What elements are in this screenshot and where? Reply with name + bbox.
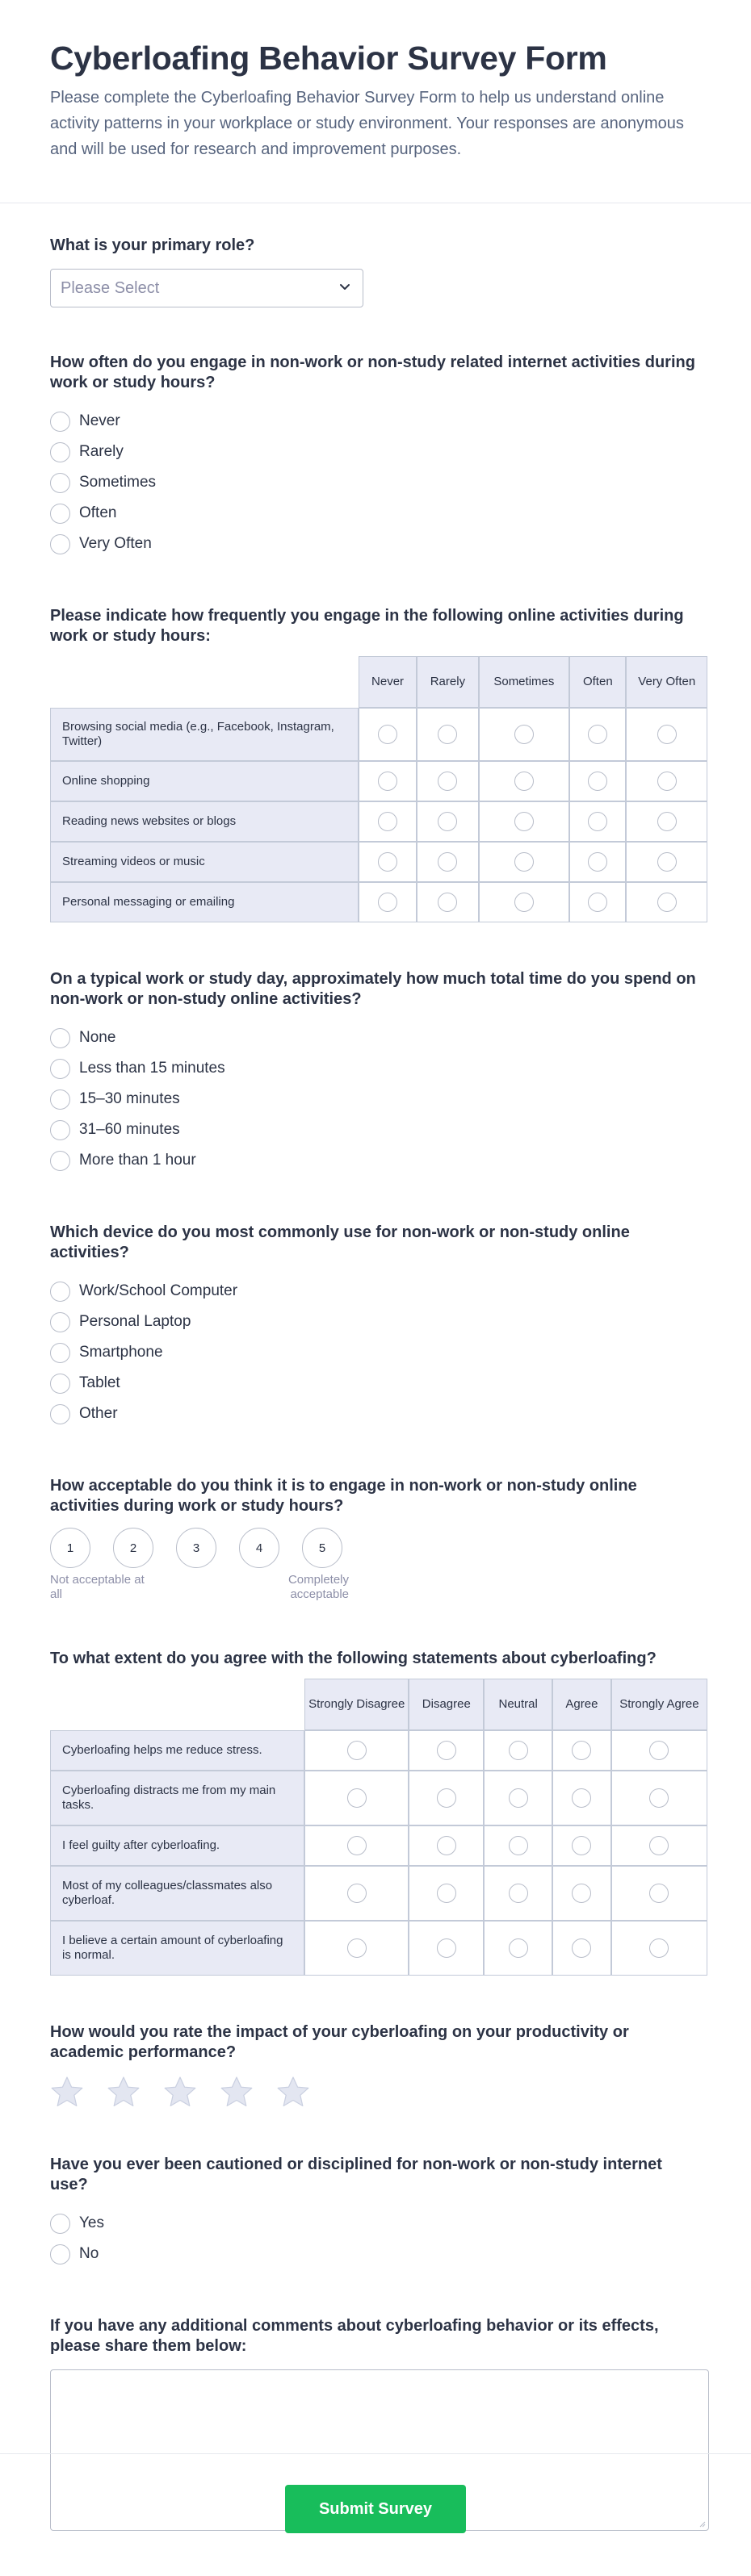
radio-button[interactable]	[50, 1059, 70, 1079]
question-device	[50, 1223, 701, 1429]
matrix-cell[interactable]	[552, 1730, 611, 1771]
matrix-row	[50, 882, 707, 922]
matrix-cell[interactable]	[611, 1866, 707, 1921]
radio-option-label: Work/School Computer	[79, 1282, 238, 1300]
radio-option-label: Often	[79, 504, 117, 522]
radio-button[interactable]	[50, 1282, 70, 1302]
radio-button[interactable]	[509, 1741, 528, 1760]
matrix-column-header: Disagree	[409, 1679, 484, 1730]
radio-button[interactable]	[50, 473, 70, 493]
radio-group	[50, 406, 701, 559]
radio-option[interactable]	[50, 1368, 701, 1399]
matrix-cell[interactable]	[479, 708, 570, 761]
activity-frequency-matrix	[50, 656, 707, 922]
question-label: Which device do you most commonly use for non-work or non-study online activities?	[50, 1223, 630, 1262]
radio-option-label: Yes	[79, 2214, 104, 2232]
matrix-row-label: Cyberloafing distracts me from my main tasks.	[50, 1771, 304, 1825]
matrix-column-header: Sometimes	[479, 656, 570, 708]
star-icon[interactable]	[107, 2076, 141, 2108]
radio-button[interactable]	[588, 772, 607, 791]
radio-group	[50, 2208, 701, 2269]
radio-button[interactable]	[657, 725, 677, 744]
matrix-cell[interactable]	[569, 801, 626, 842]
matrix-cell[interactable]	[626, 708, 707, 761]
matrix-cell[interactable]	[484, 1730, 552, 1771]
radio-option[interactable]	[50, 498, 701, 529]
matrix-cell[interactable]	[484, 1866, 552, 1921]
scale-labels	[50, 1573, 349, 1602]
radio-button[interactable]	[50, 2244, 70, 2264]
scale-option[interactable]: 2	[113, 1528, 153, 1568]
matrix-column-header: Neutral	[484, 1679, 552, 1730]
primary-role-dropdown[interactable]	[50, 269, 363, 307]
radio-button[interactable]	[378, 725, 397, 744]
radio-button[interactable]	[588, 812, 607, 831]
matrix-cell[interactable]	[626, 761, 707, 801]
matrix-row-label: I feel guilty after cyberloafing.	[50, 1825, 304, 1866]
radio-option-label: Rarely	[79, 443, 124, 461]
radio-button[interactable]	[347, 1836, 367, 1855]
scale-rating	[50, 1528, 701, 1568]
radio-button[interactable]	[438, 893, 457, 912]
radio-option[interactable]	[50, 1276, 701, 1307]
radio-button[interactable]	[657, 852, 677, 872]
radio-option-label: Tablet	[79, 1374, 120, 1392]
matrix-cell[interactable]	[409, 1825, 484, 1866]
radio-option[interactable]	[50, 437, 701, 467]
radio-button[interactable]	[347, 1741, 367, 1760]
radio-button[interactable]	[378, 812, 397, 831]
matrix-cell[interactable]	[409, 1866, 484, 1921]
radio-button[interactable]	[438, 812, 457, 831]
question-label: How would you rate the impact of your cyberloafing on your productivity or academic performance?	[50, 2023, 629, 2062]
radio-button[interactable]	[649, 1938, 669, 1958]
radio-button[interactable]	[437, 1788, 456, 1808]
radio-button[interactable]	[649, 1741, 669, 1760]
radio-button[interactable]	[514, 852, 534, 872]
radio-button[interactable]	[514, 772, 534, 791]
radio-option-label: Other	[79, 1405, 118, 1423]
radio-button[interactable]	[378, 893, 397, 912]
survey-form	[0, 203, 751, 2531]
matrix-cell[interactable]	[552, 1921, 611, 1976]
matrix-cell[interactable]	[409, 1921, 484, 1976]
question-productivity-rating	[50, 2022, 701, 2108]
radio-option[interactable]	[50, 1337, 701, 1368]
matrix-corner	[50, 1679, 304, 1730]
form-description: Please complete the Cyberloafing Behavior Survey Form to help us understand online activity patterns in your workplace or study environment. Your responses are anonymous and will be used for research and improvement purposes.	[50, 89, 684, 159]
matrix-cell[interactable]	[626, 801, 707, 842]
matrix-cell[interactable]	[417, 761, 478, 801]
radio-option-label: Sometimes	[79, 474, 157, 491]
matrix-row	[50, 761, 707, 801]
question-label: Please indicate how frequently you engage in the following online activities during work or study hours:	[50, 607, 684, 646]
radio-button[interactable]	[437, 1836, 456, 1855]
radio-button[interactable]	[437, 1884, 456, 1903]
radio-button[interactable]	[572, 1938, 591, 1958]
matrix-corner	[50, 656, 359, 708]
radio-button[interactable]	[50, 504, 70, 524]
matrix-cell[interactable]	[626, 842, 707, 882]
matrix-cell[interactable]	[417, 801, 478, 842]
radio-button[interactable]	[438, 772, 457, 791]
matrix-row-label: Online shopping	[50, 761, 359, 801]
radio-button[interactable]	[50, 1374, 70, 1394]
radio-button[interactable]	[588, 893, 607, 912]
radio-button[interactable]	[657, 812, 677, 831]
question-engagement-frequency	[50, 353, 701, 559]
matrix-cell[interactable]	[552, 1771, 611, 1825]
matrix-cell[interactable]	[552, 1866, 611, 1921]
matrix-cell[interactable]	[552, 1825, 611, 1866]
matrix-row	[50, 1771, 707, 1825]
radio-option-label: More than 1 hour	[79, 1152, 196, 1169]
radio-option-label: None	[79, 1029, 116, 1047]
matrix-row-label: Reading news websites or blogs	[50, 801, 359, 842]
matrix-column-header: Very Often	[626, 656, 707, 708]
question-label: How often do you engage in non-work or non-study related internet activities during work or study hours?	[50, 353, 695, 392]
matrix-row-label: Personal messaging or emailing	[50, 882, 359, 922]
scale-min-label: Not acceptable at all	[50, 1573, 145, 1602]
matrix-cell[interactable]	[304, 1866, 409, 1921]
matrix-cell[interactable]	[359, 882, 417, 922]
matrix-cell[interactable]	[626, 882, 707, 922]
radio-button[interactable]	[509, 1938, 528, 1958]
matrix-cell[interactable]	[484, 1825, 552, 1866]
matrix-cell[interactable]	[479, 882, 570, 922]
form-footer	[0, 2453, 751, 2533]
matrix-row	[50, 801, 707, 842]
radio-button[interactable]	[50, 442, 70, 462]
radio-group	[50, 1276, 701, 1429]
matrix-cell[interactable]	[479, 801, 570, 842]
matrix-cell[interactable]	[304, 1730, 409, 1771]
question-time-spent	[50, 969, 701, 1176]
star-icon[interactable]	[276, 2076, 310, 2108]
question-agreement-matrix	[50, 1649, 701, 1976]
radio-button[interactable]	[50, 412, 70, 432]
matrix-cell[interactable]	[359, 761, 417, 801]
radio-option-label: 31–60 minutes	[79, 1121, 180, 1139]
matrix-cell[interactable]	[304, 1825, 409, 1866]
radio-option-label: Very Often	[79, 535, 152, 553]
radio-option-label: Personal Laptop	[79, 1313, 191, 1331]
radio-button[interactable]	[347, 1884, 367, 1903]
radio-button[interactable]	[438, 852, 457, 872]
matrix-row	[50, 1921, 707, 1976]
matrix-cell[interactable]	[359, 708, 417, 761]
matrix-cell[interactable]	[484, 1771, 552, 1825]
radio-button[interactable]	[572, 1788, 591, 1808]
matrix-cell[interactable]	[359, 801, 417, 842]
submit-button[interactable]: Submit Survey	[285, 2485, 466, 2533]
scale-option[interactable]: 1	[50, 1528, 90, 1568]
radio-button[interactable]	[649, 1788, 669, 1808]
matrix-row-label: Streaming videos or music	[50, 842, 359, 882]
radio-button[interactable]	[50, 1404, 70, 1424]
matrix-cell[interactable]	[611, 1771, 707, 1825]
matrix-row-label: Most of my colleagues/classmates also cyberloaf.	[50, 1866, 304, 1921]
radio-button[interactable]	[657, 893, 677, 912]
star-icon[interactable]	[50, 2076, 84, 2108]
matrix-cell[interactable]	[484, 1921, 552, 1976]
radio-option[interactable]	[50, 529, 701, 559]
radio-button[interactable]	[509, 1884, 528, 1903]
question-label: On a typical work or study day, approximately how much total time do you spend on non-work or non-study online activities?	[50, 970, 696, 1009]
radio-button[interactable]	[649, 1836, 669, 1855]
matrix-row	[50, 1730, 707, 1771]
radio-option[interactable]	[50, 1145, 701, 1176]
radio-option[interactable]	[50, 1084, 701, 1114]
radio-button[interactable]	[649, 1884, 669, 1903]
radio-button[interactable]	[437, 1741, 456, 1760]
question-primary-role	[50, 236, 701, 307]
radio-button[interactable]	[514, 893, 534, 912]
radio-button[interactable]	[572, 1741, 591, 1760]
question-label: To what extent do you agree with the following statements about cyberloafing?	[50, 1650, 657, 1668]
radio-button[interactable]	[50, 2214, 70, 2234]
matrix-column-header: Rarely	[417, 656, 478, 708]
matrix-cell[interactable]	[611, 1730, 707, 1771]
radio-button[interactable]	[437, 1938, 456, 1958]
radio-button[interactable]	[514, 725, 534, 744]
form-header	[0, 0, 751, 203]
matrix-column-header: Strongly Agree	[611, 1679, 707, 1730]
matrix-cell[interactable]	[359, 842, 417, 882]
matrix-cell[interactable]	[479, 842, 570, 882]
question-disciplined	[50, 2155, 701, 2269]
radio-option[interactable]	[50, 1022, 701, 1053]
question-label: If you have any additional comments about cyberloafing behavior or its effects, please share them below:	[50, 2317, 659, 2356]
radio-button[interactable]	[438, 725, 457, 744]
radio-option-label: No	[79, 2245, 99, 2263]
radio-button[interactable]	[509, 1788, 528, 1808]
matrix-cell[interactable]	[569, 842, 626, 882]
agreement-matrix	[50, 1679, 707, 1976]
radio-button[interactable]	[50, 1151, 70, 1171]
matrix-row-label: I believe a certain amount of cyberloafing is normal.	[50, 1921, 304, 1976]
radio-option[interactable]	[50, 1053, 701, 1084]
radio-button[interactable]	[50, 1312, 70, 1332]
question-label: Have you ever been cautioned or disciplined for non-work or non-study internet use?	[50, 2156, 662, 2194]
radio-button[interactable]	[657, 772, 677, 791]
matrix-cell[interactable]	[304, 1921, 409, 1976]
scale-option[interactable]: 4	[239, 1528, 279, 1568]
matrix-row-label: Cyberloafing helps me reduce stress.	[50, 1730, 304, 1771]
matrix-row-label: Browsing social media (e.g., Facebook, Instagram, Twitter)	[50, 708, 359, 761]
radio-group	[50, 1022, 701, 1176]
question-label: What is your primary role?	[50, 236, 255, 255]
radio-button[interactable]	[50, 534, 70, 554]
matrix-cell[interactable]	[569, 708, 626, 761]
star-icon[interactable]	[163, 2076, 197, 2108]
matrix-cell[interactable]	[611, 1825, 707, 1866]
matrix-column-header: Strongly Disagree	[304, 1679, 409, 1730]
scale-option[interactable]: 5	[302, 1528, 342, 1568]
radio-button[interactable]	[50, 1089, 70, 1110]
matrix-cell[interactable]	[569, 882, 626, 922]
radio-option-label: Never	[79, 412, 120, 430]
star-rating	[50, 2076, 701, 2108]
matrix-row	[50, 1825, 707, 1866]
radio-button[interactable]	[588, 725, 607, 744]
radio-option-label: Smartphone	[79, 1344, 163, 1361]
matrix-column-header: Never	[359, 656, 417, 708]
star-icon[interactable]	[220, 2076, 254, 2108]
radio-button[interactable]	[378, 772, 397, 791]
radio-button[interactable]	[347, 1788, 367, 1808]
chevron-down-icon	[338, 279, 351, 298]
matrix-cell[interactable]	[409, 1730, 484, 1771]
scale-option[interactable]: 3	[176, 1528, 216, 1568]
matrix-row	[50, 842, 707, 882]
radio-button[interactable]	[588, 852, 607, 872]
radio-option[interactable]	[50, 1114, 701, 1145]
matrix-cell[interactable]	[417, 882, 478, 922]
dropdown-placeholder: Please Select	[61, 278, 160, 297]
radio-option[interactable]	[50, 406, 701, 437]
question-activity-matrix	[50, 606, 701, 922]
radio-option[interactable]	[50, 2208, 701, 2239]
radio-option[interactable]	[50, 467, 701, 498]
radio-button[interactable]	[572, 1884, 591, 1903]
matrix-cell[interactable]	[479, 761, 570, 801]
matrix-cell[interactable]	[569, 761, 626, 801]
matrix-cell[interactable]	[304, 1771, 409, 1825]
matrix-row	[50, 1866, 707, 1921]
matrix-header-row	[50, 1679, 707, 1730]
radio-button[interactable]	[50, 1028, 70, 1048]
matrix-column-header: Agree	[552, 1679, 611, 1730]
radio-button[interactable]	[50, 1120, 70, 1140]
radio-option-label: 15–30 minutes	[79, 1090, 180, 1108]
radio-button[interactable]	[509, 1836, 528, 1855]
question-acceptability-scale	[50, 1476, 701, 1602]
radio-option[interactable]	[50, 1399, 701, 1429]
radio-button[interactable]	[50, 1343, 70, 1363]
question-label: How acceptable do you think it is to engage in non-work or non-study online activities during work or study hours?	[50, 1477, 637, 1516]
radio-option-label: Less than 15 minutes	[79, 1060, 225, 1077]
matrix-cell[interactable]	[417, 842, 478, 882]
matrix-row	[50, 708, 707, 761]
scale-max-label: Completely acceptable	[287, 1573, 349, 1602]
matrix-column-header: Often	[569, 656, 626, 708]
matrix-header-row	[50, 656, 707, 708]
radio-option[interactable]	[50, 2239, 701, 2269]
matrix-cell[interactable]	[611, 1921, 707, 1976]
form-title: Cyberloafing Behavior Survey Form	[50, 40, 607, 77]
radio-button[interactable]	[378, 852, 397, 872]
radio-button[interactable]	[347, 1938, 367, 1958]
matrix-cell[interactable]	[417, 708, 478, 761]
matrix-cell[interactable]	[409, 1771, 484, 1825]
radio-button[interactable]	[572, 1836, 591, 1855]
radio-button[interactable]	[514, 812, 534, 831]
radio-option[interactable]	[50, 1307, 701, 1337]
